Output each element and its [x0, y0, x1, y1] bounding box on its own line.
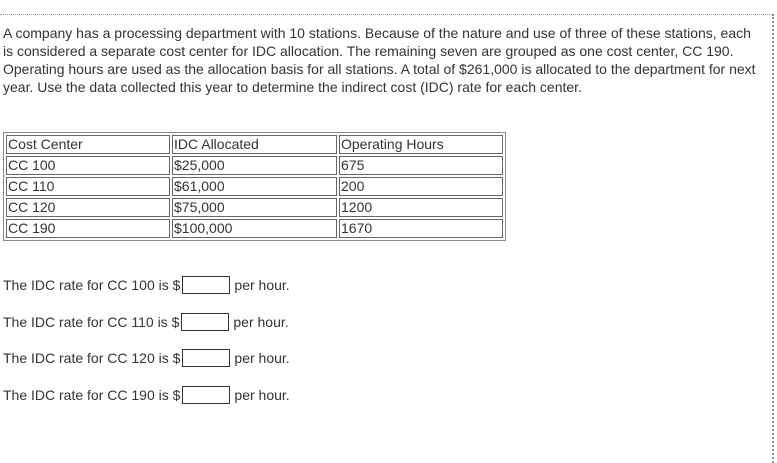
idc-rate-cc110-input[interactable]	[181, 313, 229, 331]
cost-center-table	[3, 132, 506, 241]
answer-line-cc100	[3, 276, 290, 294]
idc-allocated-cell: $100,000	[172, 219, 337, 238]
table-row	[6, 156, 503, 175]
answer-prefix: The IDC rate for CC 120 is $	[3, 350, 181, 366]
idc-rate-cc100-input[interactable]	[182, 276, 230, 294]
table-row	[6, 177, 503, 196]
header-idc-allocated: IDC Allocated	[172, 135, 337, 154]
idc-allocated-cell: $61,000	[172, 177, 337, 196]
idc-allocated-cell: $75,000	[172, 198, 337, 217]
idc-allocated-cell: $25,000	[172, 156, 337, 175]
idc-rate-cc190-input[interactable]	[182, 386, 230, 404]
operating-hours-cell: 200	[339, 177, 503, 196]
answer-prefix: The IDC rate for CC 100 is $	[3, 277, 181, 293]
operating-hours-cell: 675	[339, 156, 503, 175]
answer-prefix: The IDC rate for CC 110 is $	[3, 314, 180, 330]
answer-prefix: The IDC rate for CC 190 is $	[3, 387, 181, 403]
operating-hours-cell: 1200	[339, 198, 503, 217]
answer-suffix: per hour.	[233, 314, 289, 330]
cost-center-cell: CC 100	[6, 156, 170, 175]
answer-line-cc110	[3, 313, 289, 331]
table-row	[6, 198, 503, 217]
cost-center-cell: CC 110	[6, 177, 170, 196]
header-operating-hours: Operating Hours	[339, 135, 503, 154]
idc-rate-cc120-input[interactable]	[182, 349, 230, 367]
problem-statement: A company has a processing department with 10 stations. Because of the nature and use of three of these stations, each is considered a separate cost center for IDC allocation. The remaining seven are grouped as one cost center, CC 190. Operating hours are used as the allocation basis for all stations. A total of $261,000 is allocated to the department for next year. Use the data collected this year to determine the indirect cost (IDC) rate for each center.	[3, 25, 756, 95]
answer-suffix: per hour.	[234, 387, 290, 403]
table-header-row	[6, 135, 503, 154]
answer-suffix: per hour.	[234, 350, 290, 366]
answer-suffix: per hour.	[234, 277, 290, 293]
header-cost-center: Cost Center	[6, 135, 170, 154]
cost-center-cell: CC 190	[6, 219, 170, 238]
answer-line-cc120	[3, 349, 290, 367]
answer-line-cc190	[3, 386, 290, 404]
operating-hours-cell: 1670	[339, 219, 503, 238]
cost-center-cell: CC 120	[6, 198, 170, 217]
table-row	[6, 219, 503, 238]
